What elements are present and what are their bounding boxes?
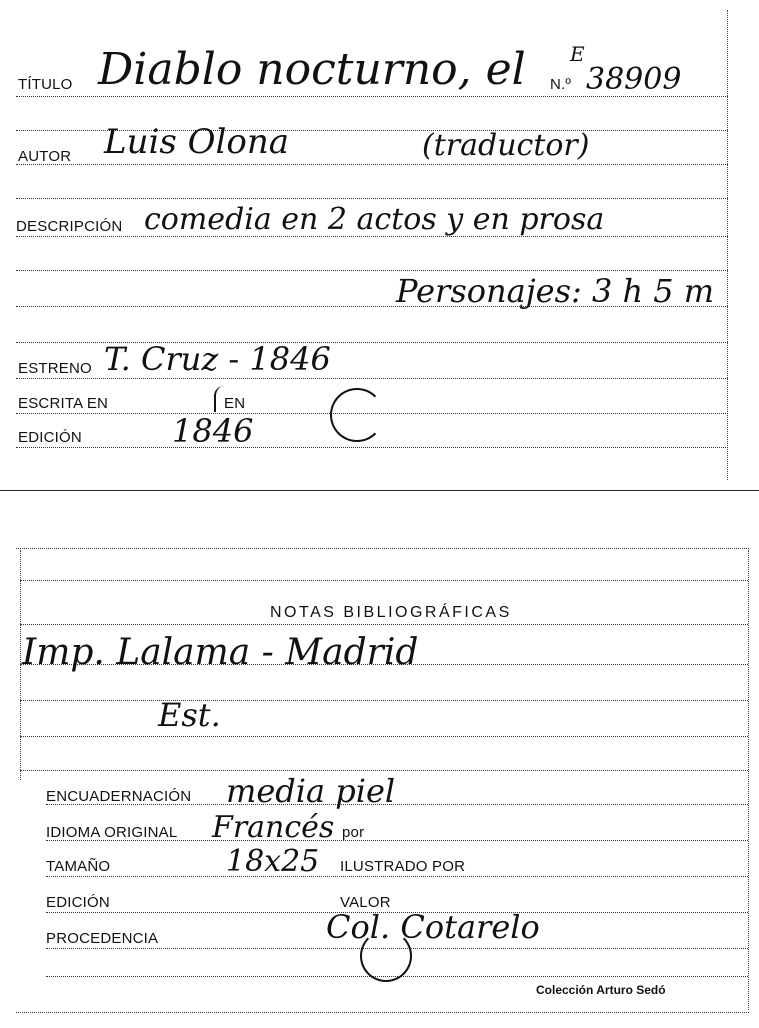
estreno-value: T. Cruz - 1846 — [104, 340, 331, 378]
idioma-value: Francés — [212, 810, 335, 845]
rule-line — [20, 580, 748, 581]
edicion-bottom-label: EDICIÓN — [46, 894, 110, 911]
notes-line-2: Est. — [158, 696, 221, 734]
autor-role: (traductor) — [422, 128, 590, 163]
notes-line-1: Imp. Lalama - Madrid — [22, 632, 419, 673]
rule-line — [16, 447, 728, 448]
numero-prefix: E — [570, 42, 585, 66]
tamano-value: 18x25 — [226, 844, 320, 879]
descripcion-label: DESCRIPCIÓN — [16, 218, 123, 235]
ilustrado-label: ILUSTRADO POR — [340, 858, 466, 875]
escrita-en-label: EN — [224, 395, 246, 412]
card-bottom-edge — [0, 490, 759, 491]
rule-line — [20, 736, 748, 737]
numero-label: N.º — [550, 76, 572, 93]
autor-value: Luis Olona — [104, 122, 289, 162]
rule-line — [16, 270, 728, 271]
rule-line — [16, 198, 728, 199]
rule-line — [16, 378, 728, 379]
card-left-edge — [20, 550, 21, 780]
procedencia-label: PROCEDENCIA — [46, 930, 159, 947]
punch-hole-mark — [330, 388, 384, 442]
edicion-value: 1846 — [172, 412, 254, 450]
escrita-label: ESCRITA EN — [18, 395, 109, 412]
titulo-value: Diablo nocturno, el — [98, 44, 526, 95]
personajes-value: Personajes: 3 h 5 m — [396, 272, 715, 310]
punch-hole-mark — [360, 930, 412, 982]
edicion-label: EDICIÓN — [18, 429, 82, 446]
rule-line — [46, 876, 748, 877]
handwritten-stroke — [214, 386, 226, 412]
card-top-edge — [16, 548, 749, 549]
notas-heading: NOTAS BIBLIOGRÁFICAS — [270, 604, 512, 621]
tamano-label: TAMAÑO — [46, 858, 111, 875]
numero-value: 38909 — [586, 62, 682, 97]
idioma-label: IDIOMA ORIGINAL — [46, 824, 178, 841]
descripcion-value: comedia en 2 actos y en prosa — [144, 202, 605, 237]
card-right-edge — [727, 10, 728, 480]
titulo-label: TÍTULO — [18, 76, 73, 93]
rule-line — [20, 700, 748, 701]
autor-label: AUTOR — [18, 148, 72, 165]
catalog-card-top — [0, 0, 759, 490]
card-bottom-edge — [16, 1012, 749, 1013]
encuadernacion-value: media piel — [226, 772, 396, 810]
procedencia-value: Col. Cotarelo — [326, 908, 540, 946]
card-right-edge — [748, 550, 749, 1010]
encuadernacion-label: ENCUADERNACIÓN — [46, 788, 192, 805]
por-label: por — [342, 824, 365, 841]
estreno-label: ESTRENO — [18, 360, 92, 377]
rule-line — [16, 164, 728, 165]
catalog-card-bottom — [0, 540, 759, 1020]
collection-credit: Colección Arturo Sedó — [536, 983, 666, 997]
rule-line — [20, 770, 748, 771]
rule-line — [20, 624, 748, 625]
valor-label: VALOR — [340, 894, 391, 911]
